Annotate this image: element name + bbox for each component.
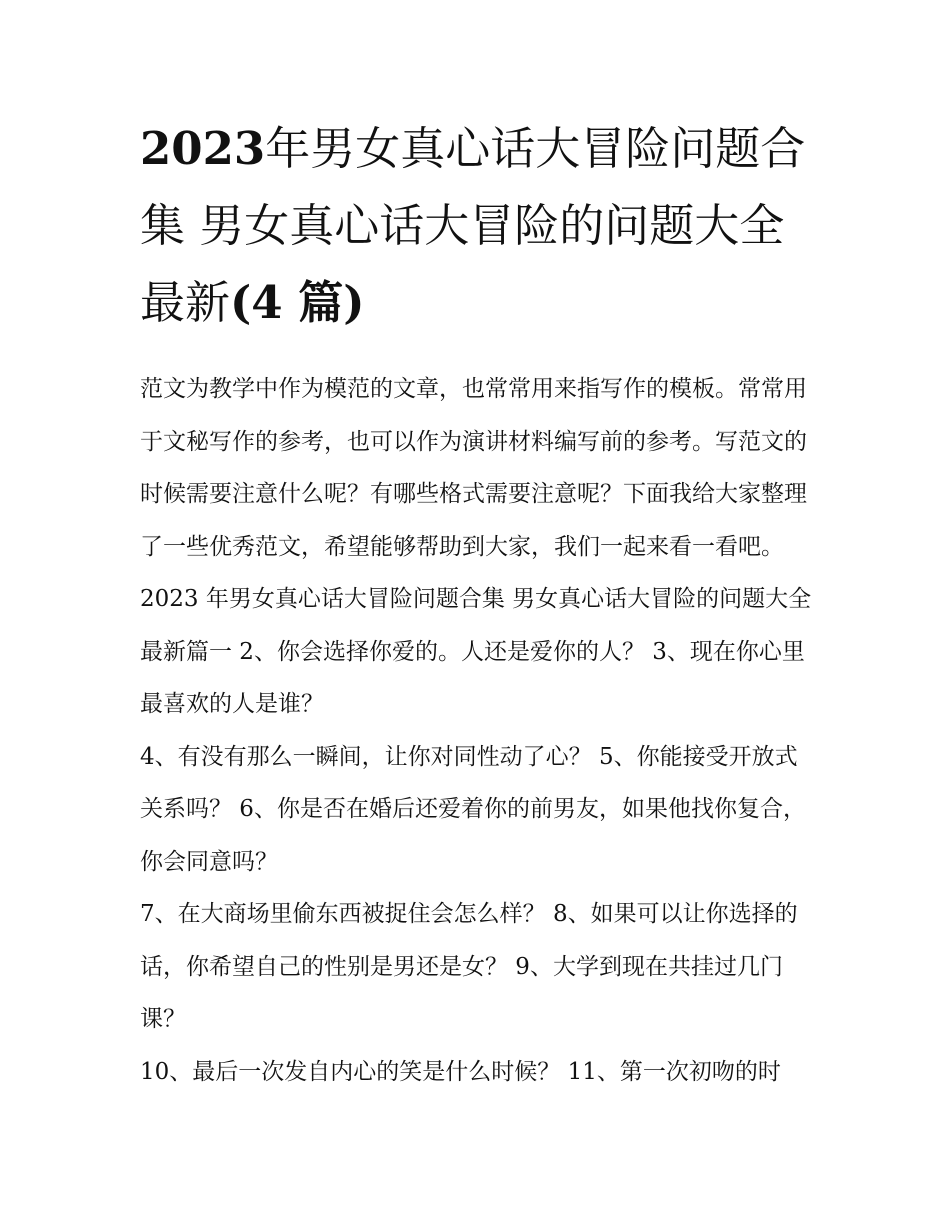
title-count: (4 篇): [230, 276, 365, 329]
title-year: 2023: [140, 122, 266, 175]
document-title: [140, 110, 812, 341]
intro-paragraph: 范文为教学中作为模范的文章，也常常用来指写作的模板。常常用于文秘写作的参考，也可以作为演讲材料编写前的参考。写范文的时候需要注意什么呢？有哪些格式需要注意呢？下面我给大家整理了一些优秀范文，希望能够帮助到大家，我们一起来看一看吧。: [140, 376, 807, 560]
questions-paragraph-3: 7、在大商场里偷东西被捉住会怎么样？ 8、如果可以让你选择的话，你希望自己的性别是男还是女？ 9、大学到现在共挂过几门课？: [140, 901, 798, 1032]
title-text: 年男女真心话大冒险问题合集 男女真心话大冒险的问题大全最新: [140, 122, 806, 329]
questions-paragraph-4: 10、最后一次发自内心的笑是什么时候？ 11、第一次初吻的时: [140, 1058, 781, 1085]
questions-paragraph-2: 4、有没有那么一瞬间，让你对同性动了心？ 5、你能接受开放式关系吗？ 6、你是否在婚后还爱着你的前男友，如果他找你复合，你会同意吗？: [140, 743, 806, 875]
document-page: [140, 110, 812, 1098]
questions-paragraph-1: 2023 年男女真心话大冒险问题合集 男女真心话大冒险的问题大全最新篇一 2、你会选择你爱的。人还是爱你的人？ 3、现在你心里最喜欢的人是谁？: [140, 586, 812, 717]
document-body: [140, 363, 812, 1098]
